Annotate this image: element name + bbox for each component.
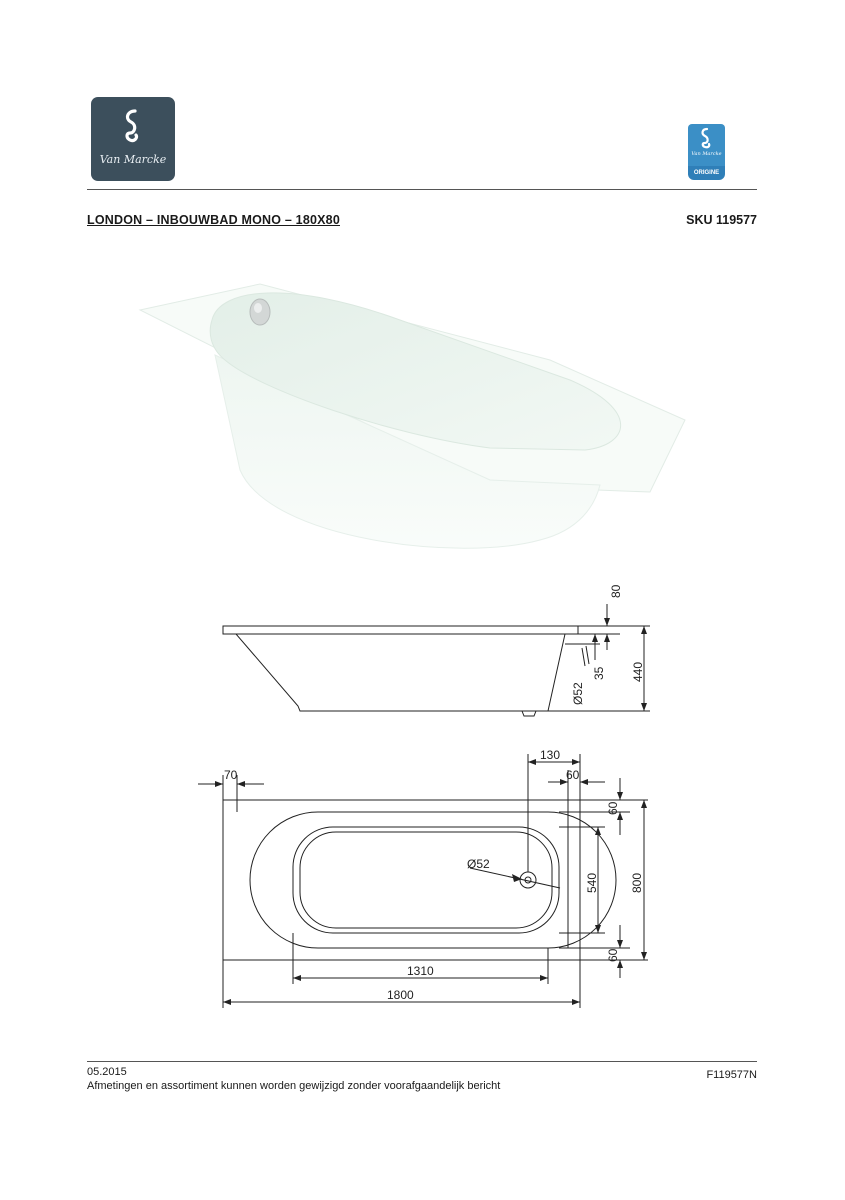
side-view-body <box>236 634 565 711</box>
badge-label: ORIGINE <box>688 166 725 180</box>
side-view-rim <box>223 626 578 634</box>
footer-disclaimer: Afmetingen en assortiment kunnen worden gewijzigd zonder voorafgaandelijk bericht <box>87 1080 501 1092</box>
dim-drain-offset-130: 130 <box>540 748 561 762</box>
van-marcke-logo <box>91 97 175 181</box>
header-divider <box>87 189 757 190</box>
seahorse-icon <box>91 97 175 157</box>
product-title: LONDON – INBOUWBAD MONO – 180X80 <box>87 213 340 227</box>
bathtub-photo <box>130 270 710 570</box>
dim-inner-width-540: 540 <box>585 872 599 893</box>
seahorse-icon <box>688 124 725 154</box>
dim-rim-80: 80 <box>609 584 623 598</box>
dim-inner-length-1310: 1310 <box>407 964 434 978</box>
dim-drain-top: Ø52 <box>467 857 490 871</box>
product-sku: SKU 119577 <box>686 213 757 227</box>
dim-rim-bottom-60: 60 <box>606 948 620 962</box>
dim-rim-left-70: 70 <box>224 768 238 782</box>
top-view-outline <box>223 800 580 960</box>
footer-code: F119577N <box>706 1069 757 1081</box>
footer-divider <box>87 1061 757 1062</box>
dim-rim-top-60: 60 <box>606 801 620 815</box>
dim-rim-right-60: 60 <box>566 768 580 782</box>
dim-width-800: 800 <box>630 872 644 893</box>
origine-badge <box>688 124 725 180</box>
dim-depth-35: 35 <box>592 666 606 680</box>
footer-date: 05.2015 <box>87 1066 127 1078</box>
dim-height-440: 440 <box>631 661 645 682</box>
logo-brand-text: Van Marcke <box>99 153 167 166</box>
dim-length-1800: 1800 <box>387 988 414 1002</box>
badge-brand-text: Van Marcke <box>691 151 722 157</box>
technical-drawing <box>0 570 845 1020</box>
dim-drain-side: Ø52 <box>571 682 585 705</box>
